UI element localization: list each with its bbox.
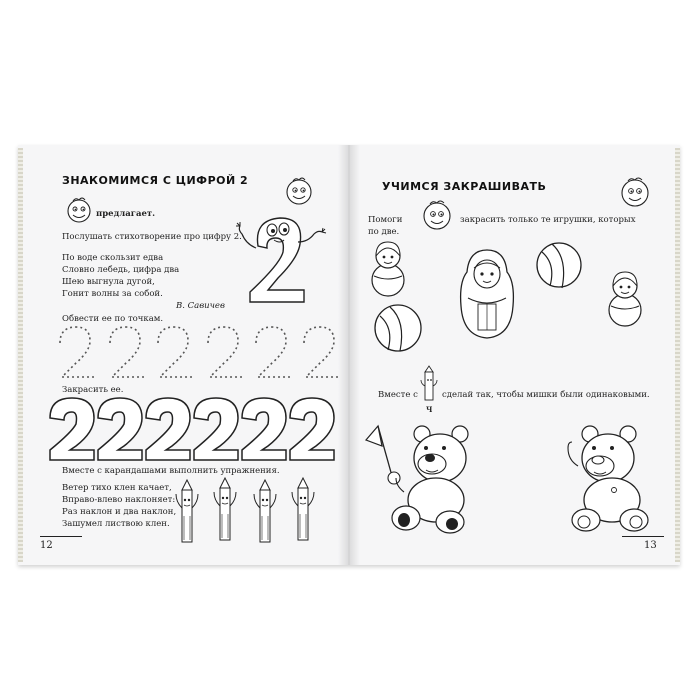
roly-poly-toy-icon [605, 270, 645, 328]
instruction-poem: Послушать стихотворение про цифру 2. [62, 232, 242, 242]
left-page-heading: ЗНАКОМИМСЯ С ЦИФРОЙ 2 [62, 174, 249, 187]
right-page-edges [675, 148, 680, 562]
right-page-number: 13 [644, 540, 657, 551]
task1-text: по две. [368, 227, 400, 237]
matryoshka-doll-icon [456, 246, 518, 342]
instruction-color: Закрасить ее. [62, 385, 124, 395]
instruction-exercise: Вместе с карандашами выполнить упражнения. [62, 466, 280, 476]
task1-text: закрасить только те игрушки, которых [460, 215, 636, 225]
page-number-rule [40, 536, 82, 537]
dancing-pencils-illustration [172, 474, 332, 544]
task1-text: Помоги [368, 215, 403, 225]
teddy-bear-illustration [556, 418, 666, 536]
dotted-digit-tracing-row [50, 323, 340, 381]
task2-text: Вместе с [378, 390, 418, 400]
outline-digit-coloring-row [46, 396, 342, 462]
rhyme-line: Ветер тихо клен качает, [62, 483, 172, 493]
poem-line: По воде скользит едва [62, 253, 164, 263]
poem-author: В. Савичев [176, 301, 225, 311]
ball-icon [534, 240, 584, 290]
rhyme-line: Зашумел листвою клен. [62, 519, 170, 529]
instruction-trace: Обвести ее по точкам. [62, 314, 164, 324]
left-page-number: 12 [40, 540, 53, 551]
poem-line: Шею выгнула дугой, [62, 277, 155, 287]
book-gutter [338, 145, 360, 565]
roly-poly-toy-icon [368, 240, 408, 298]
smiley-face-icon [420, 199, 454, 231]
left-page-edges [18, 148, 23, 562]
rhyme-line: Раз наклон и два наклон, [62, 507, 177, 517]
right-page-heading: УЧИМСЯ ЗАКРАШИВАТЬ [382, 180, 547, 193]
poem-line: Гонит волны за собой. [62, 289, 163, 299]
rhyme-line: Вправо-влево наклоняет: [62, 495, 176, 505]
teddy-bear-with-flag-illustration [364, 418, 474, 536]
task2-text: сделай так, чтобы мишки были одинаковыми. [442, 390, 650, 400]
ball-icon [372, 302, 424, 354]
poem-line: Словно лебедь, цифра два [62, 265, 180, 275]
digit-two-character-illustration [236, 212, 326, 304]
intro-text: предлагает. [96, 209, 156, 219]
page-number-rule [622, 536, 664, 537]
smiley-face-icon [618, 176, 652, 208]
smiley-face-icon [64, 196, 94, 224]
smiley-face-icon [283, 176, 315, 206]
pencil-letter: Ч [426, 405, 433, 414]
